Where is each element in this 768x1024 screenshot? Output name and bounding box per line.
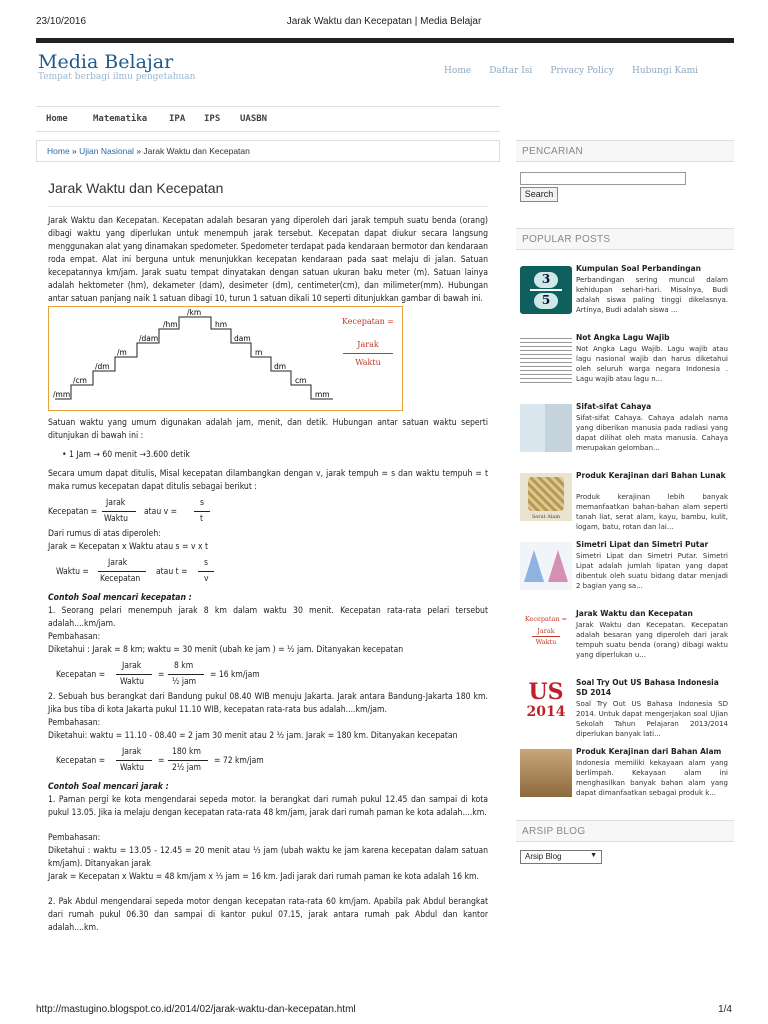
- formula-paragraph: Secara umum dapat ditulis, Misal kecepatan dilambangkan dengan v, jarak tempuh = s dan waktu tempuh = t maka rumus kecepatan dapat ditulis sebagai berikut :: [48, 469, 488, 492]
- popular-post-snippet: Simetri Lipat dan Simetri Putar. Simetri Lipat adalah jumlah lipatan yang dapat dibentuk oleh suatu bidang datar menjadi 2 bagian yang sa...: [576, 552, 728, 590]
- thumb-kec-mid: Jarak: [537, 627, 555, 635]
- light-thumbnail: [520, 404, 572, 452]
- us-2014-thumbnail: [520, 680, 572, 728]
- popular-post[interactable]: [516, 536, 734, 605]
- f4-num: Jarak: [122, 747, 142, 757]
- thumb-kec-top: Kecepatan =: [524, 615, 568, 623]
- f3-lhs: Kecepatan =: [56, 670, 106, 680]
- question-2: 2. Sebuah bus berangkat dari Bandung pukul 08.40 WIB menuju Jakarta. Jarak antara Bandung-Jakarta 180 km. Jika bus tiba di kota Jakarta pukul 11.10 WIB, kecepatan rata-rata bus adalah....km/jam.: [48, 692, 488, 715]
- f1-line2: [194, 511, 210, 512]
- f1-num2: s: [200, 498, 204, 508]
- popular-post[interactable]: [516, 329, 734, 398]
- top-link-contact[interactable]: Hubungi Kami: [631, 66, 698, 76]
- f3-num2: 8 km: [174, 661, 194, 671]
- solution-3a: Diketahui : waktu = 13.05 - 12.45 = 20 menit atau ⅓ jam (ubah waktu ke jam karena kecepatan dalam satuan km/jam). Ditanyakan jarak: [48, 846, 488, 869]
- print-url: http://mastugino.blogspot.co.id/2014/02/jarak-waktu-dan-kecepatan.html: [36, 1004, 356, 1015]
- formula-answer-1: [48, 657, 488, 691]
- main-nav: [36, 106, 500, 132]
- thumb-frac-top: 3: [534, 272, 558, 288]
- nav-matematika[interactable]: Matematika: [93, 114, 148, 124]
- print-page: 1/4: [718, 1004, 732, 1015]
- f3-den2: ½ jam: [172, 677, 197, 687]
- f4-line: [116, 760, 152, 761]
- popular-post-title[interactable]: Soal Try Out US Bahasa Indonesia SD 2014: [576, 678, 719, 697]
- solution-1: Diketahui : Jarak = 8 km; waktu = 30 menit (ubah ke jam ) = ½ jam. Ditanyakan kecepatan: [48, 645, 404, 655]
- f3-line2: [168, 674, 204, 675]
- fraction-thumbnail: [520, 266, 572, 314]
- thumb-frac-bot: 5: [534, 293, 558, 309]
- derived-text: Dari rumus di atas diperoleh:: [48, 529, 161, 539]
- popular-heading: POPULAR POSTS: [516, 228, 734, 250]
- top-link-privacy[interactable]: Privacy Policy: [550, 66, 614, 76]
- popular-post-snippet: Not Angka Lagu Wajib. Lagu wajib atau lagu nasional wajib dan harus diketahui oleh seluruh warga negara Indonesia . Lagu wajib atau lagu n...: [576, 345, 728, 383]
- jarak-formula: Jarak = Kecepatan x Waktu atau s = v x t: [48, 542, 209, 552]
- popular-post-snippet: Soal Try Out US Bahasa Indonesia SD 2014. Untuk dapat mengerjakan soal Ujian Sekolah Tahun Pelajaran 2013/2014 diperlukan banyak lati...: [576, 700, 728, 738]
- top-link-daftar-isi[interactable]: Daftar Isi: [489, 66, 533, 76]
- f1-lhs: Kecepatan =: [48, 507, 98, 517]
- question-3: 1. Paman pergi ke kota mengendarai sepeda motor. Ia berangkat dari rumah pukul 12.45 dan sampai di kota pukul 13.05. Jika ia melaju dengan kecepatan rata-rata 48 km/jam, jarak dari rumah paman ke kota adalah....km.: [48, 795, 488, 818]
- top-link-home[interactable]: Home: [444, 66, 472, 76]
- question-4: 2. Pak Abdul mengendarai sepeda motor dengan kecepatan rata-rata 60 km/jam. Apabila pak Abdul berangkat dari rumah pukul 06.30 dan sampai di kantor pukul 07.15, jarak antara rumah pak Abdul dan kantor adalah....km.: [48, 897, 488, 933]
- stair-cm-right: cm: [295, 376, 307, 385]
- popular-post-title[interactable]: Produk Kerajinan dari Bahan Alam: [576, 747, 722, 756]
- f4-lhs: Kecepatan =: [56, 756, 106, 766]
- symmetry-shapes: [520, 542, 572, 590]
- pembahasan-2: Pembahasan:: [48, 718, 101, 728]
- formula-answer-2: [48, 743, 488, 777]
- time-paragraph: Satuan waktu yang umum digunakan adalah jam, menit, dan detik. Hubungan antar satuan waktu seperti ditunjukan di bawah ini :: [48, 418, 488, 441]
- thumb-us-year: 2014: [526, 704, 566, 720]
- formula-box-top: Kecepatan =: [342, 317, 394, 326]
- print-header: [0, 0, 768, 34]
- stair-dam-right: dam: [234, 334, 251, 343]
- print-title: Jarak Waktu dan Kecepatan | Media Belajar: [286, 16, 482, 27]
- archive-heading: ARSIP BLOG: [516, 820, 734, 842]
- unit-stairs-figure: [48, 306, 403, 411]
- site-title[interactable]: Media Belajar: [38, 51, 174, 73]
- popular-post[interactable]: [516, 674, 734, 743]
- popular-post-title[interactable]: Simetri Lipat dan Simetri Putar: [576, 540, 709, 549]
- f3-line: [116, 674, 152, 675]
- formula-kecepatan: [48, 494, 488, 528]
- f1-num: Jarak: [106, 498, 126, 508]
- dropdown-arrow-icon: ▼: [590, 852, 597, 859]
- pembahasan-3: Pembahasan:: [48, 833, 101, 843]
- f1-den2: t: [200, 514, 203, 524]
- f4-den2: 2½ jam: [172, 763, 201, 773]
- stair-m-right: m: [255, 348, 263, 357]
- f3-result: = 16 km/jam: [210, 670, 260, 680]
- time-bullet: • 1 Jam → 60 menit →3.600 detik: [62, 450, 190, 460]
- thumb-frac-line: [530, 289, 562, 291]
- natural-craft-thumbnail: [520, 749, 572, 797]
- stair-dm-left: /dm: [95, 362, 110, 371]
- intro-paragraph: Jarak Waktu dan Kecepatan. Kecepatan adalah besaran yang diperoleh dari jarak tempuh suatu benda (orang) dibagi waktu yang diperlukan untuk menempuh jarak tersebut. Kecepatan dapat diukur secara langsung menggunakan alat yang dinamakan spedometer. Spedometer terdapat pada kendaraan bermotor dan kendaraan roda empat. Alat ini berguna untuk menunjukkan kecepatan kendaraan pada saat melaju di jalan. Satuan kecepatannya km/jam. Jarak suatu tempat dinyatakan dengan satuan ukuran baku meter (m). Satuan lainya adalah hektometer (hm), dekameter (dam), desimeter (dm), centimeter(cm), dan milimeter(mm). Hubungan antar satuan panjang naik 1 satuan dibagi 10, turun 1 satuan dikali 10 seperti ditunjukkan gambar di bawah ini.: [48, 216, 488, 304]
- popular-post[interactable]: [516, 743, 734, 812]
- formula-thumbnail: [520, 611, 572, 659]
- f2-den2: v: [204, 574, 209, 584]
- f2-num2: s: [204, 558, 208, 568]
- nav-uasbn[interactable]: UASBN: [240, 114, 268, 124]
- search-button[interactable]: Search: [520, 187, 558, 202]
- breadcrumb-section[interactable]: Ujian Nasional: [79, 146, 134, 156]
- popular-post-title[interactable]: Not Angka Lagu Wajib: [576, 333, 670, 342]
- stair-cm-left: /cm: [73, 376, 87, 385]
- thumb-us: US: [528, 679, 564, 705]
- stair-dam-left: /dam: [139, 334, 159, 343]
- popular-post[interactable]: [516, 605, 734, 674]
- popular-posts-list: [516, 260, 734, 812]
- popular-post-snippet: Perbandingan sering muncul dalam kehidupan sehari-hari. Misalnya, Budi adalah siswa paling tinggi dikelasnya. Artinya, Budi adalah siswa ...: [576, 276, 728, 314]
- sheet-music-thumbnail: [520, 335, 572, 383]
- f4-num2: 180 km: [172, 747, 201, 757]
- thumb-kec-line: [532, 636, 560, 637]
- post-title: Jarak Waktu dan Kecepatan: [48, 180, 224, 196]
- nav-ips[interactable]: IPS: [204, 114, 221, 124]
- breadcrumb-sep: »: [69, 146, 80, 156]
- popular-post[interactable]: [516, 260, 734, 329]
- f4-eq: =: [158, 756, 165, 766]
- craft-thumbnail: [520, 473, 572, 521]
- f2-den: Kecepatan: [100, 574, 141, 584]
- formula-box: [337, 315, 399, 369]
- search-input[interactable]: [520, 172, 686, 185]
- popular-post-snippet: Jarak Waktu dan Kecepatan. Kecepatan adalah besaran yang diperoleh dari jarak tempuh suatu benda (orang) dibagi waktu yang diperlukan u...: [576, 621, 728, 659]
- breadcrumb-home[interactable]: Home: [47, 146, 70, 156]
- popular-post-title[interactable]: Sifat-sifat Cahaya: [576, 402, 652, 411]
- popular-post-title[interactable]: Kumpulan Soal Perbandingan: [576, 264, 702, 273]
- f1-mid: atau v =: [144, 507, 178, 517]
- breadcrumb: [36, 140, 500, 162]
- sidebar: [516, 140, 734, 992]
- popular-post[interactable]: [516, 398, 734, 467]
- post-body: [36, 207, 500, 935]
- f3-eq: =: [158, 670, 165, 680]
- f1-den: Waktu: [104, 514, 128, 524]
- popular-post-snippet: Indonesia memiliki kekayaan alam yang berlimpah. Kekayaan alam ini menghasilkan banyak bahan alam yang dapat dimanfaatkan sebagai produk k...: [576, 759, 728, 797]
- archive-select[interactable]: [520, 850, 602, 864]
- f4-result: = 72 km/jam: [214, 756, 264, 766]
- question-1: 1. Seorang pelari menempuh jarak 8 km dalam waktu 30 menit. Kecepatan rata-rata pelari tersebut adalah....km/jam.: [48, 606, 488, 629]
- basket-image: [528, 477, 564, 511]
- stair-mm-left: /mm: [53, 390, 71, 399]
- print-footer: [0, 994, 768, 1024]
- f4-line2: [168, 760, 208, 761]
- solution-2: Diketahui: waktu = 11.10 - 08.40 = 2 jam 30 menit atau 2 ½ jam. Jarak = 180 km. Ditanyakan kecepatan: [48, 731, 458, 741]
- heading-kecepatan: Contoh Soal mencari kecepatan :: [48, 593, 192, 603]
- formula-box-num: Jarak: [357, 340, 379, 349]
- print-date: 23/10/2016: [36, 16, 87, 27]
- nav-ipa[interactable]: IPA: [169, 114, 186, 124]
- f3-den: Waktu: [120, 677, 144, 687]
- f2-lhs: Waktu =: [56, 567, 89, 577]
- top-links: [426, 66, 698, 76]
- stair-mm-right: mm: [315, 390, 330, 399]
- top-bar: [36, 38, 734, 43]
- f2-line: [98, 571, 146, 572]
- main-content: [36, 140, 500, 992]
- f1-line: [102, 511, 136, 512]
- pembahasan-1: Pembahasan:: [48, 632, 101, 642]
- popular-post-title[interactable]: Produk Kerajinan dari Bahan Lunak: [576, 471, 726, 480]
- breadcrumb-current: Jarak Waktu dan Kecepatan: [143, 146, 250, 156]
- f3-num: Jarak: [122, 661, 142, 671]
- formula-box-line: [343, 353, 393, 354]
- time-bullet-text: 1 Jam → 60 menit →3.600 detik: [69, 450, 190, 460]
- f2-mid: atau t =: [156, 567, 188, 577]
- formula-waktu: [48, 554, 488, 588]
- site-description: Tempat berbagi ilmu pengetahuan: [38, 72, 196, 82]
- f2-num: Jarak: [108, 558, 128, 568]
- stair-hm-right: hm: [215, 320, 228, 329]
- thumb-kec-bot: Waktu: [535, 638, 557, 646]
- popular-post-snippet: Produk kerajinan lebih banyak memanfaatkan bahan-bahan alam seperti tanah liat, serat alam, kayu, bambu, kulit, logam, batu, rotan dan lai...: [576, 493, 728, 531]
- popular-post[interactable]: [516, 467, 734, 536]
- stair-km: /km: [187, 308, 202, 317]
- symmetry-thumbnail: [520, 542, 572, 590]
- f4-den: Waktu: [120, 763, 144, 773]
- breadcrumb-sep: »: [133, 146, 144, 156]
- f2-line2: [198, 571, 214, 572]
- popular-post-title[interactable]: Jarak Waktu dan Kecepatan: [576, 609, 693, 618]
- heading-jarak: Contoh Soal mencari jarak :: [48, 782, 169, 792]
- archive-select-value: Arsip Blog: [525, 852, 562, 861]
- thumb-craft-caption: Serat Alam: [531, 514, 561, 520]
- nav-home[interactable]: Home: [46, 114, 68, 124]
- stair-m-left: /m: [117, 348, 127, 357]
- solution-3b: Jarak = Kecepatan x Waktu = 48 km/jam x ⅓ jam = 16 km. Jadi jarak dari rumah paman ke kota adalah 16 km.: [48, 872, 479, 882]
- popular-post-snippet: Sifat-sifat Cahaya. Cahaya adalah nama yang diberikan manusia pada radiasi yang dapat dilihat oleh mata manusia. Cahaya merupakan gelomban...: [576, 414, 728, 452]
- search-heading: PENCARIAN: [516, 140, 734, 162]
- stair-dm-right: dm: [274, 362, 287, 371]
- stair-hm-left: /hm: [163, 320, 178, 329]
- formula-box-den: Waktu: [355, 358, 381, 367]
